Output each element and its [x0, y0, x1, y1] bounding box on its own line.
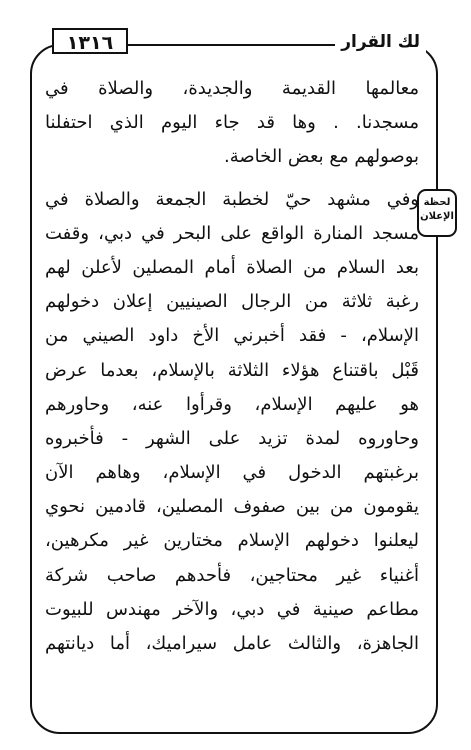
- text-line: وفي مشهد حيّ لخطبة الجمعة والصلاة في: [45, 188, 419, 210]
- text-line: بعد السلام من الصلاة أمام المصلين لأعلن لهم: [45, 256, 419, 278]
- text-line: رغبة ثلاثة من الرجال الصينيين إعلان دخولهم: [45, 291, 419, 313]
- text-line: مسجد المنارة الواقع على البحر في دبي، وقفت: [45, 222, 419, 244]
- text-line: بوصولهم مع بعض الخاصة.: [223, 146, 419, 168]
- page-number-box: [52, 28, 128, 54]
- body-text: [45, 72, 419, 661]
- margin-note-line-1: لحظة: [423, 197, 451, 208]
- page-header: [30, 28, 438, 58]
- text-line: الإسلام، - فقد أخبرني الأخ داود الصيني من: [45, 325, 419, 347]
- text-line: قَبْل باقتناع هؤلاء الثلاثة بالإسلام، بعدما عرض: [45, 359, 419, 381]
- page-number: ١٣١٦: [66, 32, 114, 54]
- paragraph-gap: [45, 175, 419, 183]
- margin-note: [417, 189, 457, 237]
- paragraph-1: [45, 72, 419, 175]
- text-line: الجاهزة، والثالث عامل سيراميك، أما ديانتهم: [45, 633, 419, 654]
- text-line: برغبتهم الدخول في الإسلام، وهاهم الآن: [45, 462, 419, 484]
- margin-note-line-2: الإعلان: [420, 211, 454, 222]
- text-line: هو عليهم الإسلام، وقرأوا عنه، وحاورهم: [45, 393, 419, 415]
- paragraph-2: [45, 183, 419, 662]
- running-title: لك القرار: [335, 32, 426, 60]
- text-line: أغنياء غير محتاجين، فأحدهم صاحب شركة: [45, 564, 419, 586]
- text-line: ليعلنوا دخولهم الإسلام مختارين غير مكرهين،: [45, 530, 419, 552]
- text-line: مسجدنا. . وها قد جاء اليوم الذي احتفلنا: [45, 112, 419, 134]
- text-line: معالمها القديمة والجديدة، والصلاة في: [45, 78, 419, 99]
- text-line: وحاوروه لمدة تزيد على الشهر - فأخبروه: [45, 427, 419, 449]
- text-line: يقومون من بين صفوف المصلين، قادمين نحوي: [45, 496, 419, 518]
- text-line: مطاعم صينية في دبي، والآخر مهندس للبيوت: [45, 598, 419, 620]
